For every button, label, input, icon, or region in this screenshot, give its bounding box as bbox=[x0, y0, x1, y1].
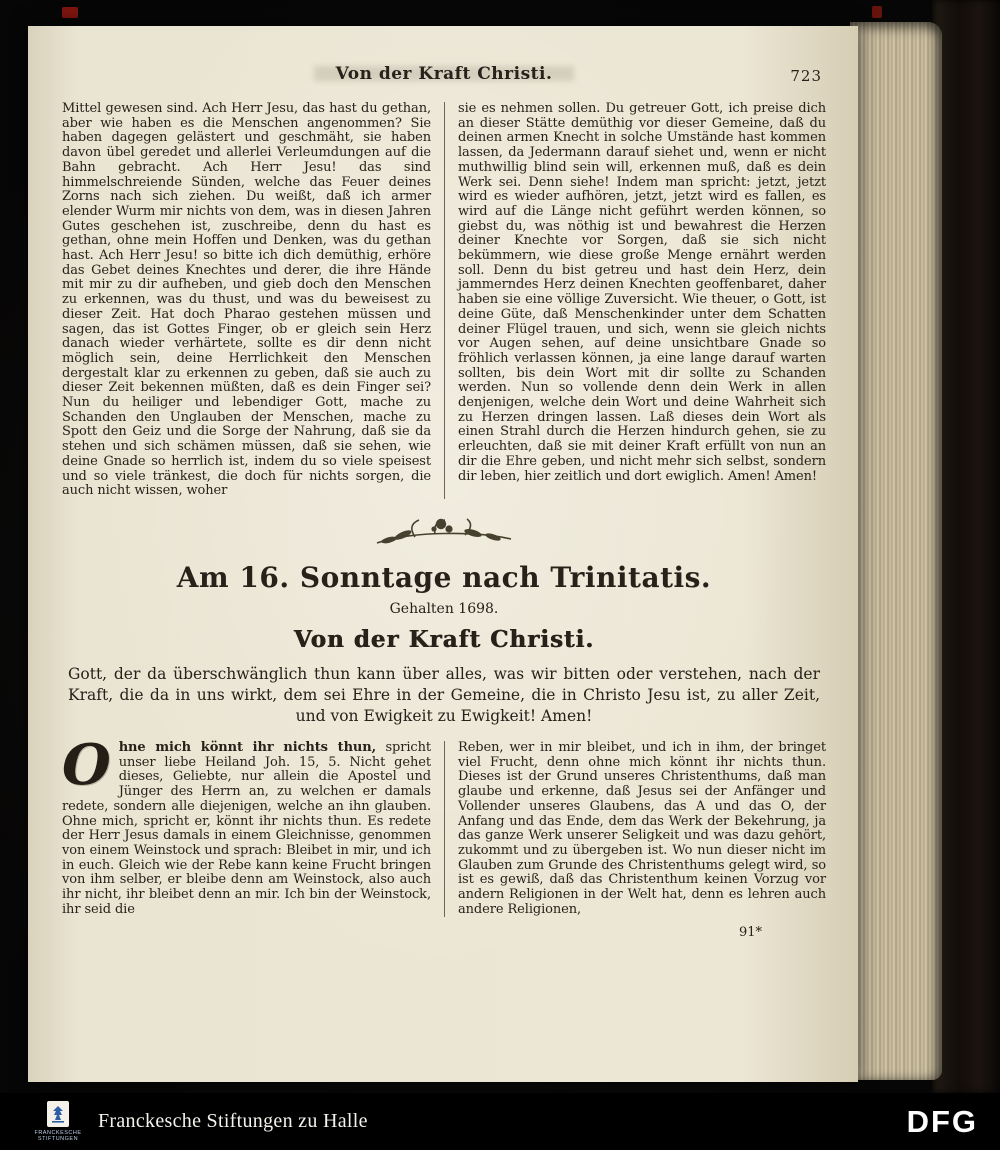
franckesche-stiftungen-logo bbox=[26, 1101, 90, 1143]
prayer-left-column: Mittel gewesen sind. Ach Herr Jesu, das hast du gethan, aber wie haben es die Menschen angenommen? Sie haben dagegen gelästert und geschmäht, sie haben davon übel geredet und allerlei Verleumdungen auf die Bahn gebracht. Ach Herr Jesu! das sind himmelschreiende Sünden, welche das Feuer deines Zorns nach sich ziehen. Du weißt, daß ich armer elender Wurm mir nichts von dem, was in diesen Jahren Gutes geschehen ist, zuschreibe, denn du hast es gethan, ohne mein Hoffen und Denken, was du gethan hast. Ach Herr Jesu! so bitte ich dich demüthig, erhöre das Gebet deines Knechtes und derer, die ihre Hände mit mir zu dir aufheben, und gieb doch den Menschen zu erkennen, was du thust, und was du beweisest zu dieser Zeit. Hat doch Pharao gestehen müssen und sagen, das ist Gottes Finger, ob er gleich sein Herz danach wieder verhärtete, sollte es dir denn nicht möglich sein, deine Herrlichkeit den Menschen dergestalt klar zu erkennen zu geben, daß sie auch zu dieser Zeit bekennen müßten, daß es dein Finger sei? Nun du heiliger und lebendiger Gott, mache zu Schanden den Unglauben der Menschen, mache zu Spott den Geiz und die Sorge der Nahrung, daß sie da stehen und sich schämen müssen, daß sie sehen, wie deine Gnade so herrlich ist, indem du so viele speisest und so viele tränkest, die doch für nichts sorgen, die auch nicht wissen, woher bbox=[62, 101, 431, 499]
sermon-columns bbox=[62, 731, 826, 917]
sermon-epigraph: Gott, der da überschwänglich thun kann über alles, was wir bitten oder verstehen, nach der Kraft, die da in uns wirkt, dem sei Ehre in der Gemeine, die in Christo Jesu ist, zu aller Zeit, und von Ewigkeit zu Ewigkeit! Amen! bbox=[68, 664, 820, 725]
logo-caption-line1: FRANCKESCHE bbox=[34, 1129, 82, 1136]
section-divider bbox=[62, 513, 826, 557]
sermon-left-column bbox=[62, 731, 444, 917]
logo-caption-line2: STIFTUNGEN bbox=[37, 1136, 79, 1142]
printer-signature: 91* bbox=[738, 925, 762, 941]
running-title: Von der Kraft Christi. bbox=[335, 64, 553, 84]
page-number: 723 bbox=[790, 67, 822, 85]
dfg-logo: DFG bbox=[906, 1103, 978, 1139]
stiftungen-emblem-icon bbox=[47, 1101, 69, 1127]
sermon-date: Gehalten 1698. bbox=[389, 600, 499, 617]
prayer-columns bbox=[62, 102, 826, 499]
stacked-page-edges bbox=[850, 22, 942, 1080]
sermon-right-column: Reben, wer in mir bleibet, und ich in ihm, der bringet viel Frucht, denn ohne mich könnt ihr nichts thun. Dieses ist der Grund unseres Christenthums, daß man glaube und erkenne, daß Jesus sei der Anfänger und Vollender unseres Glaubens, das A und das O, der Anfang und das Ende, dem das Werk der Bekehrung, ja das ganze Werk unserer Seligkeit und was dazu gehört, zukommt und zu übergeben ist. Wo nun dieser nicht im Glauben zum Grunde des Christenthums gelegt wird, so ist es gewiß, daß das Christenthum keinen Vorzug vor andern Religionen in der Welt hat, denn es lehren auch andere Religionen, bbox=[444, 741, 826, 917]
sermon-lead-bold: hne mich könnt ihr nichts thun, bbox=[118, 739, 377, 755]
eagle-emblem-icon bbox=[50, 1104, 66, 1124]
logo-caption bbox=[34, 1130, 81, 1143]
sermon-title: Von der Kraft Christi. bbox=[293, 625, 595, 653]
running-head bbox=[62, 64, 826, 90]
archive-footer-bar bbox=[0, 1093, 1000, 1150]
floral-ornament-icon bbox=[369, 513, 519, 553]
red-scan-mark bbox=[872, 6, 882, 18]
ornate-initial: O bbox=[62, 731, 111, 798]
red-scan-mark bbox=[62, 7, 78, 18]
book-page bbox=[28, 26, 858, 1082]
sermon-heading: Am 16. Sonntage nach Trinitatis. bbox=[176, 560, 712, 594]
book-cover-edge bbox=[932, 0, 1000, 1093]
institution-name: Franckesche Stiftungen zu Halle bbox=[98, 1110, 368, 1132]
sermon-left-text: spricht unser liebe Heiland Joh. 15, 5. Nicht gehet dieses, Geliebte, nur allein die Apostel und Jünger des Herrn an, zu welchen er damals redete, sondern alle diejenigen, welche an ihn glauben. Ohne mich, spricht er, könnt ihr nichts thun. Es redete der Herr Jesus damals in einem Gleichnisse, genommen von einem Weinstock und sprach: Bleibet in mir, und ich in euch. Gleich wie der Rebe kann keine Frucht bringen von ihm selber, er bleibe denn am Weinstock, also auch ihr nicht, ihr bleibet denn an mir. Ich bin der Weinstock, ihr seid die bbox=[62, 739, 431, 917]
prayer-right-column: sie es nehmen sollen. Du getreuer Gott, ich preise dich an dieser Stätte demüthig vor dieser Gemeine, daß du deinen armen Knecht in solche Umstände hast kommen lassen, da Jedermann darauf siehet und, wenn er nicht muthwillig blind sein will, erkennen muß, daß es dein Werk sei. Denn siehe! Indem man spricht: jetzt, jetzt wird es wieder aufhören, jetzt, jetzt wird es fallen, es wird auf die Länge nicht geführt werden können, so giebst du, was nöthig ist und bewahrest die Herzen deiner Knechte vor Sorgen, daß sie sich nicht bekümmern, wie diese große Menge ernährt werden soll. Denn du bist getreu und hast dein Herz, dein jammerndes Herz deinen Knechten geoffenbaret, daher haben sie eine völlige Zuversicht. Wie theuer, o Gott, ist deine Güte, daß Menschenkinder unter dem Schatten deiner Flügel trauen, und sich, wenn sie gleich nichts vor Augen sehen, auf deine unsichtbare Gnade so fröhlich verlassen können, ja eine lange darauf warten sollten, bis dein Wort mit dir sollte zu Schanden werden. Nun so vollende denn dein Werk in allen denjenigen, welche dein Wort und deine Wahrheit sich zu Herzen dringen lassen. Laß dieses dein Wort als einen Strahl durch die Herzen hindurch gehen, sie zu erleuchten, daß sie mit deiner Kraft erfüllt von nun an dir die Ehre geben, und nicht mehr sich selbst, sondern dir leben, hier zeitlich und dort ewiglich. Amen! Amen! bbox=[444, 102, 826, 499]
